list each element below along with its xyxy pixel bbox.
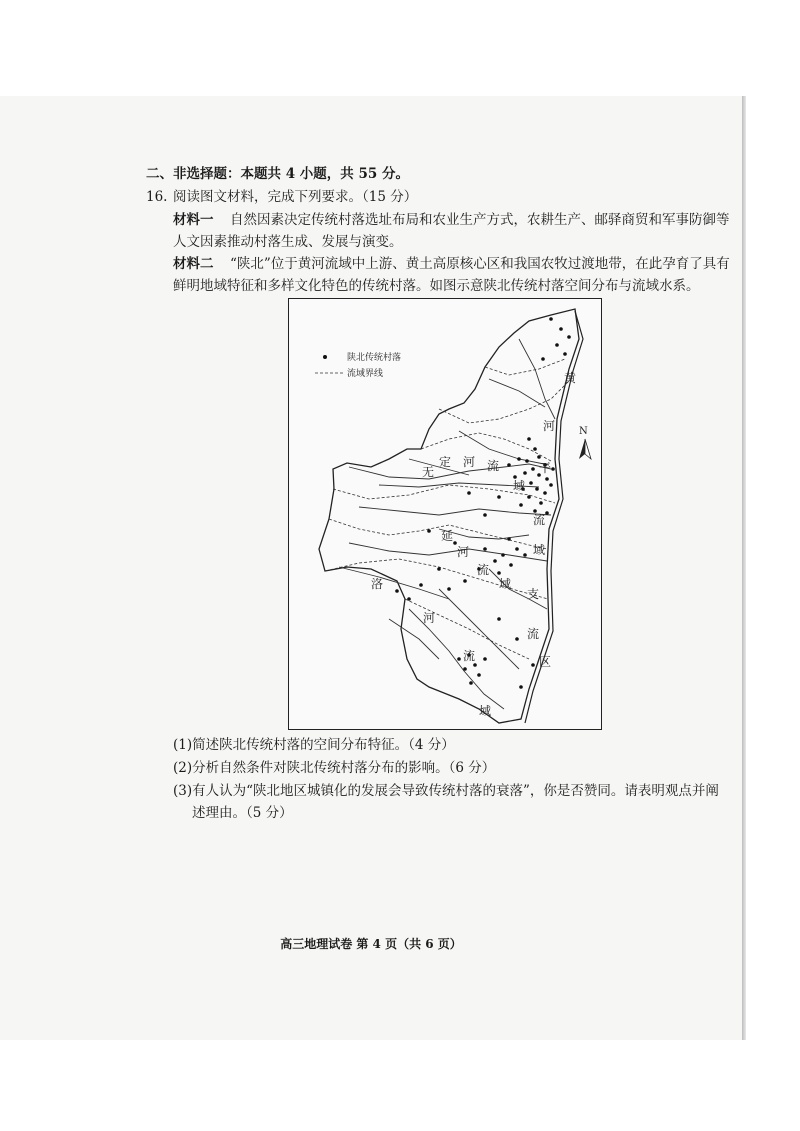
- label-yan: 延: [441, 529, 454, 543]
- label-yu2: 域: [533, 543, 546, 557]
- label-he3: 河: [457, 545, 470, 559]
- legend-village-dot: [323, 355, 327, 359]
- page-footer: 高三地理试卷 第 4 页（共 6 页）: [280, 937, 462, 951]
- subquestion-3-line1: (3)有人认为“陕北地区城镇化的发展会导致传统村落的衰落”，你是否赞同。请表明观点并阐: [173, 783, 719, 799]
- label-liu1: 流: [487, 459, 500, 473]
- material1-label: 材料一: [173, 212, 214, 228]
- village-distribution-map: [288, 298, 602, 730]
- legend-boundary-label: 流域界线: [347, 369, 384, 379]
- label-huang: 黄: [564, 371, 577, 385]
- subquestion-3-line2: 述理由。（5 分）: [192, 805, 293, 821]
- label-zhi: 支: [527, 587, 540, 601]
- legend-village-label: 陕北传统村落: [347, 353, 402, 363]
- material1-line1: 自然因素决定传统村落选址布局和农业生产方式，农耕生产、邮驿商贸和军事防御等: [230, 212, 730, 228]
- subquestion-1: (1)简述陕北传统村落的空间分布特征。（4 分）: [173, 737, 455, 753]
- north-arrow: [579, 439, 591, 459]
- north-label: N: [579, 426, 588, 437]
- label-ding: 定: [439, 455, 452, 469]
- basin-boundaries: [325, 359, 571, 659]
- question-intro: 阅读图文材料，完成下列要求。（15 分）: [173, 189, 418, 205]
- label-he1: 河: [543, 419, 556, 433]
- label-gan: 干: [539, 461, 552, 475]
- label-he2: 河: [463, 455, 476, 469]
- material2-line1: “陕北”位于黄河流域中上游、黄土高原核心区和我国农牧过渡地带，在此孕育了具有: [230, 256, 730, 272]
- question-number: 16.: [146, 189, 168, 205]
- label-liu3: 流: [477, 563, 490, 577]
- label-wu: 无: [422, 465, 435, 479]
- label-luo: 洛: [371, 577, 384, 591]
- section-header: 二、非选择题：本题共 4 小题，共 55 分。: [146, 166, 409, 182]
- label-yu1: 域: [513, 479, 526, 493]
- label-qu: 区: [539, 655, 552, 669]
- label-liu2: 流: [533, 513, 546, 527]
- material1-line2: 人文因素推动村落生成、发展与演变。: [173, 234, 403, 250]
- rivers: [339, 339, 555, 709]
- material2-label: 材料二: [173, 256, 214, 272]
- label-liu4: 流: [463, 649, 476, 663]
- label-he4: 河: [423, 611, 436, 625]
- material2-line2: 鲜明地域特征和多样文化特色的传统村落。如图示意陕北传统村落空间分布与流域水系。: [173, 278, 700, 294]
- map-drawing: [289, 299, 600, 728]
- label-yu3: 域: [499, 577, 512, 591]
- label-yu4: 域: [479, 704, 492, 718]
- label-liu5: 流: [527, 627, 540, 641]
- subquestion-2: (2)分析自然条件对陕北传统村落分布的影响。（6 分）: [173, 760, 496, 776]
- page-edge-shadow: [742, 96, 746, 1040]
